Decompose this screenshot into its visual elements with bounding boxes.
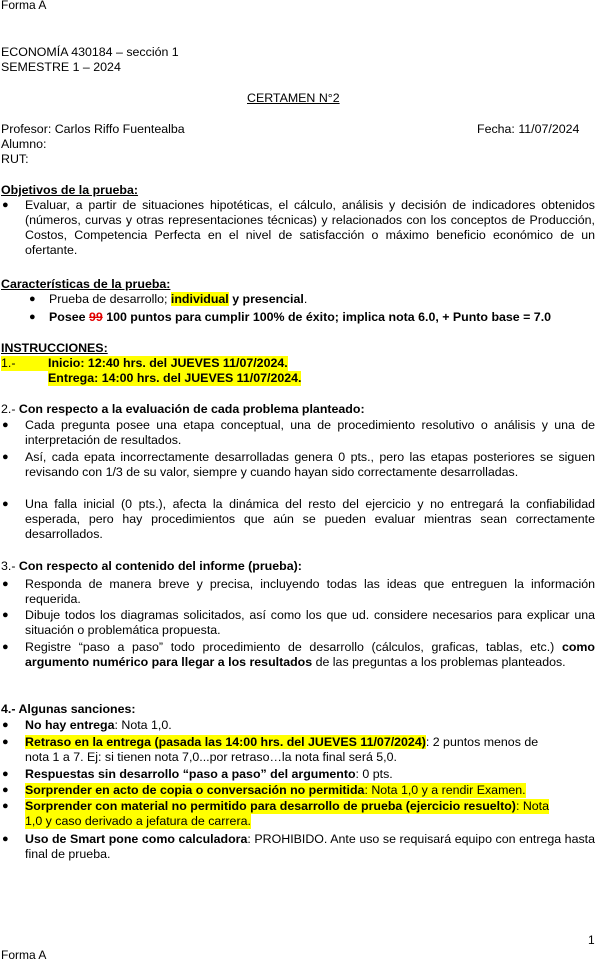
start-time: Inicio: 12:40 hrs. del JUEVES 11/07/2024. <box>39 356 288 371</box>
section-2-item: Así, cada epata incorrectamente desarrolladas genera 0 pts., pero las etapas posteriores se siguen revisando con 1/3 de su valor, siempre y cuando hayan sido correctamente desarrolladas. <box>25 450 595 479</box>
bullet-icon: ● <box>2 578 9 590</box>
course-line-2: SEMESTRE 1 – 2024 <box>1 60 121 74</box>
section-4-title: 4.- Algunas sanciones: <box>1 702 136 716</box>
professor-line: Profesor: Carlos Riffo Fuentealba <box>1 122 185 136</box>
sanction-item: Retraso en la entrega (pasada las 14:00 hrs. del JUEVES 11/07/2024): 2 puntos menos de <box>25 735 539 749</box>
section-3-item: Registre “paso a paso” todo procedimiento de desarrollo (cálculos, graficas, tablas, etc.) como argumento numérico para llegar a los resultados de las preguntas a los problemas planteados. <box>25 640 595 669</box>
section-3-title: 3.- Con respecto al contenido del informe (prueba): <box>1 559 302 573</box>
bullet-icon: ● <box>29 311 36 323</box>
exam-title: CERTAMEN N°2 <box>247 91 340 105</box>
rut-label: RUT: <box>1 152 29 166</box>
sanction-item: No hay entrega: Nota 1,0. <box>25 718 172 732</box>
feature-item-1: Prueba de desarrollo; individual y presencial. <box>49 292 308 306</box>
objectives-title: Objetivos de la prueba: <box>1 183 139 197</box>
instructions-title: INSTRUCCIONES: <box>1 341 108 355</box>
section-3-item: Dibuje todos los diagramas solicitados, así como los que ud. considere necesarios para explicar una situación o problemática propuesta. <box>25 608 595 637</box>
bullet-icon: ● <box>2 719 9 731</box>
page-number: 1 <box>588 933 595 947</box>
features-title: Características de la prueba: <box>1 277 171 291</box>
bullet-icon: ● <box>2 768 9 780</box>
form-footer: Forma A <box>1 948 47 962</box>
bullet-icon: ● <box>29 293 36 305</box>
exam-date: Fecha: 11/07/2024 <box>477 122 580 136</box>
section-3-item: Responda de manera breve y precisa, incluyendo todas las ideas que entreguen la información requerida. <box>25 577 595 606</box>
end-time: Entrega: 14:00 hrs. del JUEVES 11/07/2024. <box>48 371 302 385</box>
feature-item-2: Posee 99 100 puntos para cumplir 100% de éxito; implica nota 6.0, + Punto base = 7.0 <box>49 310 552 324</box>
bullet-icon: ● <box>2 736 9 748</box>
form-header: Forma A <box>1 0 47 12</box>
bullet-icon: ● <box>2 609 9 621</box>
student-label: Alumno: <box>1 137 47 151</box>
objectives-text: Evaluar, a partir de situaciones hipotéticas, el cálculo, análisis y decisión de indicadores obtenidos (números, curvas y otras representaciones técnicas) y relacionados con los conceptos de Producción, Costos, Competencia Perfecta en el nivel de satisfacción o máximo beneficio económico de un ofertante. <box>25 198 595 257</box>
sanction-item: Sorprender en acto de copia o conversación no permitida: Nota 1,0 y a rendir Examen. <box>25 783 526 797</box>
bullet-icon: ● <box>2 498 9 510</box>
sanction-item: Uso de Smart pone como calculadora: PROHIBIDO. Ante uso se requisará equipo con entrega hasta final de prueba. <box>25 832 595 861</box>
course-line-1: ECONOMÍA 430184 – sección 1 <box>1 45 179 59</box>
sanction-item-cont: nota 1 a 7. Ej: si tienen nota 7,0...por retraso…la nota final será 5,0. <box>25 750 397 764</box>
section-2-title: 2.- Con respecto a la evaluación de cada problema planteado: <box>1 402 365 416</box>
sanction-item-cont: 1,0 y caso derivado a jefatura de carrera. <box>25 814 251 828</box>
bullet-icon: ● <box>2 833 9 845</box>
bullet-icon: ● <box>2 641 9 653</box>
bullet-icon: ● <box>2 419 9 431</box>
bullet-icon: ● <box>2 784 9 796</box>
instruction-number: 1.- <box>1 356 39 371</box>
sanction-item: Sorprender con material no permitido para desarrollo de prueba (ejercicio resuelto): Nota <box>25 799 549 813</box>
bullet-icon: ● <box>2 800 9 812</box>
sanction-item: Respuestas sin desarrollo “paso a paso” del argumento: 0 pts. <box>25 767 393 781</box>
section-2-item: Cada pregunta posee una etapa conceptual, una de procedimiento resolutivo o análisis y una de interpretación de resultados. <box>25 418 595 447</box>
section-2-item: Una falla inicial (0 pts.), afecta la dinámica del resto del ejercicio y no entregará la confiabilidad esperada, pero hay procedimientos que aún se pueden evaluar mientras sean correctamente desarrollados. <box>25 497 595 541</box>
bullet-icon: ● <box>2 199 9 211</box>
bullet-icon: ● <box>2 451 9 463</box>
